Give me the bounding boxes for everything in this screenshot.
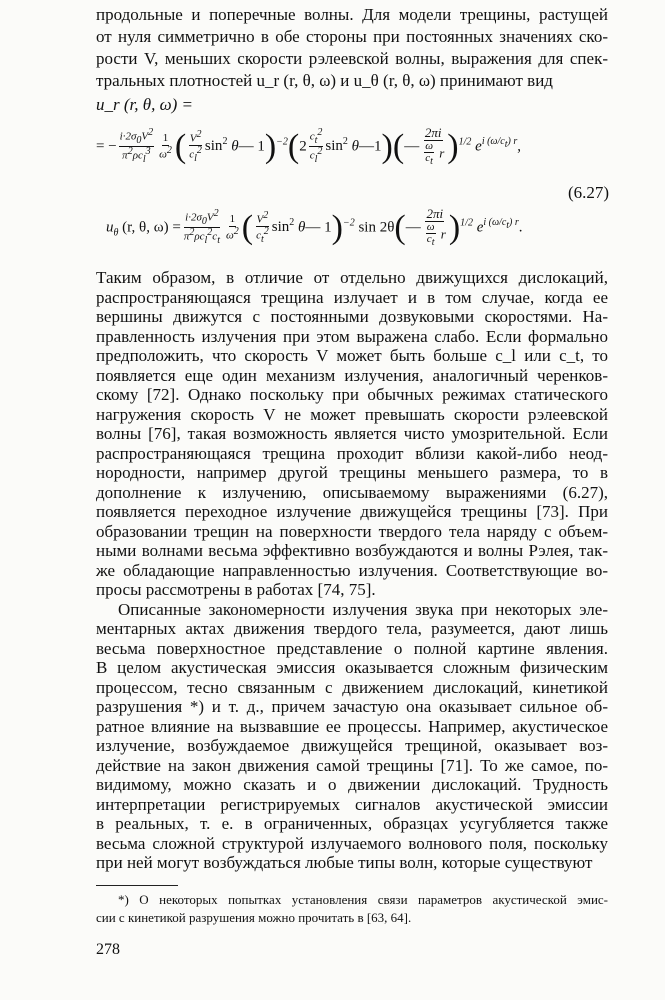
text-line: нородности, например другой трещины меньшего размера, то в — [96, 463, 608, 482]
footnote-line: сии с кинетикой разрушения можно прочитать в [63, 64]. — [96, 909, 412, 925]
text-line: Таким образом, в отличие от отдельно движущихся дислокаций, — [96, 268, 608, 287]
equation-line-ur-lhs: u_r (r, θ, ω) = — [96, 95, 193, 114]
text-line: процессом, тесно связанным с движением дислокаций, кинетикой — [96, 677, 608, 697]
text-line: весьма сложной структурой излучаемого волнового поля, поскольку — [96, 833, 608, 853]
text-line: действие на закон движения самой трещины [71]. То же самое, по- — [96, 755, 608, 775]
text-line: появляется еще один механизм излучения, аналогичный черенков- — [96, 365, 608, 385]
equation-line-ur-rhs: = − $\frac{i\cdot 2\sigma_0V^2}{\pi^2\rho c_l^3}$ $\frac{1}{\omega^2}$ ( $\frac{V^2}{c_l^2}$ $\sin^2$ θ— 1)$^{-2}$(2 $\frac{c_t^2}{c_l^2}$ $\sin^2$ θ—1)(— 2πi $\frac{\omega}{c_t}$ r )$^{1/2}$ $e^{i (\omega/c_t) r}$, — [96, 125, 521, 168]
text-line: от нуля симметрично в обе стороны при постоянных значениях ско- — [96, 27, 608, 46]
text-line: видимому, можно сказать и о движении дислокаций. Трудность — [96, 775, 608, 794]
text-line: вершины движутся с постоянными дозвуковыми скоростями. На- — [96, 307, 608, 326]
text-line: волны [76], такая возможность является чисто умозрительной. Если — [96, 424, 608, 443]
text-line: предположить, что скорость V может быть больше c_l или c_t, то — [96, 346, 608, 365]
text-line: ратное влияние на вызвавшие ее процессы. Например, акустическое — [96, 716, 608, 736]
equation-line-utheta: $u_\theta$ (r, θ, ω) = $\frac{i\cdot 2\sigma_0V^2}{\pi^2\rho c_l^2c_t}$ $\frac{1}{\omega^2}$ ( $\frac{V^2}{c_t^2}$ $\sin^2$ θ— 1)$^{-2}$ sin 2θ(— 2πi $\frac{\omega}{c_t}$ r )$^{1/2}$ $e^{i (\omega/c_t) r}$. — [106, 206, 523, 249]
text-line: нагружения скорость V не может превышать скорости рэлеевской — [96, 404, 608, 424]
text-line: тральных плотностей u_r (r, θ, ω) и u_θ (r, θ, ω) принимают вид — [96, 71, 553, 90]
text-line: разрушения *) и т. д., причем зачастую она оказывает сильное об- — [96, 697, 608, 716]
text-line: при ней могут возбуждаться любые типы волн, которые существуют — [96, 853, 593, 872]
footnote-divider — [96, 885, 178, 886]
text-line: просы рассмотрены в работах [74, 75]. — [96, 580, 376, 599]
paragraph-first-line: Описанные закономерности излучения звука при некоторых эле- — [118, 599, 608, 619]
text-line: весьма поверхностное представление о полной картине явления. — [96, 638, 608, 658]
equation-number: (6.27) — [568, 183, 610, 202]
text-line: рости V, меньших скорости рэлеевской волны, выражения для спек- — [96, 49, 608, 68]
text-line: в реальных, т. е. в ограниченных, образцах усугубляется также — [96, 814, 608, 833]
page-number: 278 — [96, 940, 120, 958]
text-line: распространяющаяся трещина излучает и в том случае, когда ее — [96, 287, 608, 307]
text-line: распространяющаяся трещина проходит вблизи какой-либо неод- — [96, 443, 608, 463]
text-line: правленность излучения при этом выражена слабо. Если формально — [96, 326, 608, 346]
text-line: образовании трещин на поверхности твердого тела наряду с объем- — [96, 521, 608, 541]
text-line: ными волнами весьма эффективно возбуждаются и волны Рэлея, так- — [96, 541, 608, 560]
text-line: ментарных актах движения твердого тела, разумеется, дают лишь — [96, 619, 608, 638]
text-line: дополнение к излучению, описываемому выражениями (6.27), — [96, 482, 608, 502]
text-line: продольные и поперечные волны. Для модели трещины, растущей — [96, 5, 608, 24]
text-line: скому [72]. Однако поскольку при обычных режимах статического — [96, 385, 608, 404]
text-line: интерпретации регистрируемых сигналов акустической эмиссии — [96, 794, 608, 814]
text-line: В целом акустическая эмиссия оказывается сложным физическим — [96, 658, 608, 677]
text-line: же обладающие направленностью излучения. Соответствующие во- — [96, 560, 608, 580]
text-line: появляется переходное излучение движущейся трещины [73]. При — [96, 502, 608, 521]
text-line: излучение, возбуждаемое движущейся трещиной, оказывает воз- — [96, 736, 608, 755]
footnote-line: *) О некоторых попытках установления связи параметров акустической эмис- — [118, 891, 608, 907]
